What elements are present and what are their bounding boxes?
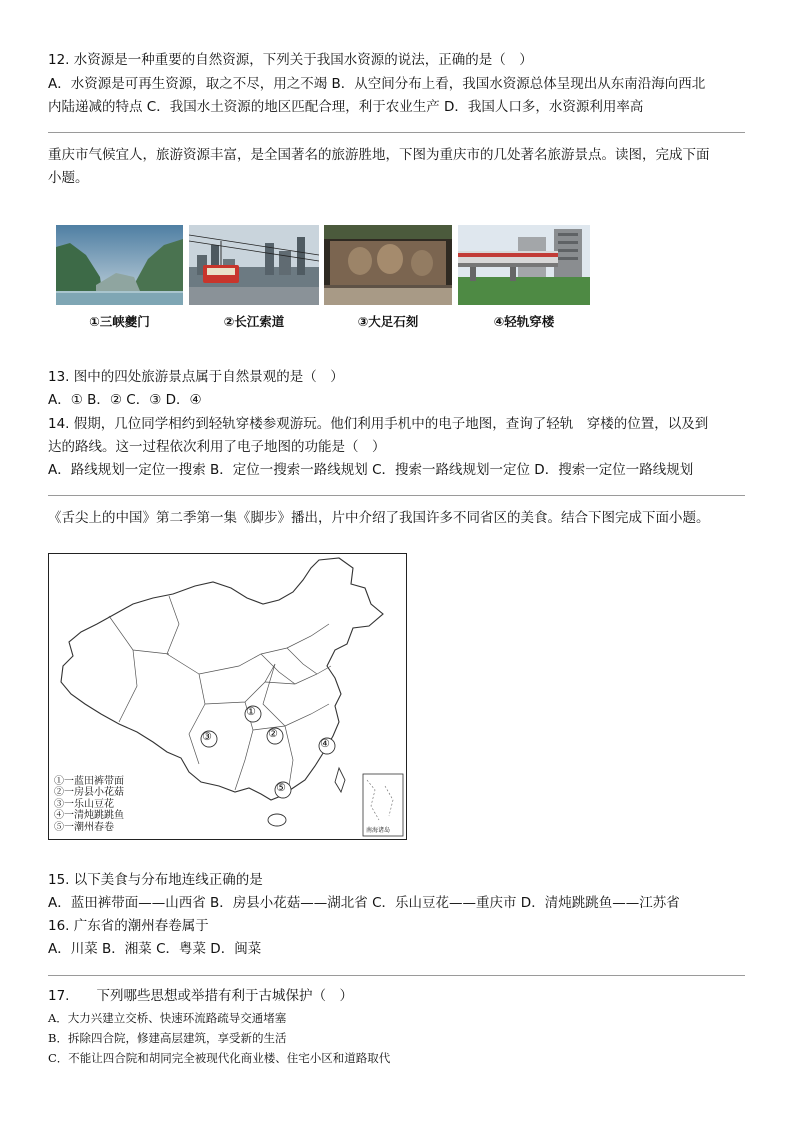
light-rail-photo [458,225,590,305]
map-marker-4: ④ [320,737,330,750]
caption-cableway: ②长江索道 [223,314,285,329]
legend-item: ⑤一潮州春卷 [54,821,114,833]
q14-stem-line2: 达的路线。这一过程依次利用了电子地图的功能是（ ） [48,439,386,455]
q16-options: A．川菜 B．湘菜 C．粤菜 D．闽菜 [48,941,262,957]
legend-item: ③一乐山豆花 [54,798,114,810]
section-divider [48,495,745,496]
caption-light-rail: ④轻轨穿楼 [493,314,555,329]
chongqing-intro-line2: 小题。 [48,170,89,186]
three-gorges-photo [56,225,183,305]
q13-stem: 13. 图中的四处旅游景点属于自然景观的是（ ） [48,369,344,385]
q17-stem: 17. 下列哪些思想或举措有利于古城保护（ ） [48,988,353,1004]
q12-options-line1: A．水资源是可再生资源，取之不尽，用之不竭 B．从空间分布上看，我国水资源总体呈现出从东南沿海向西北 [48,76,706,92]
legend-item: ②一房县小花菇 [54,787,124,798]
map-marker-1: ① [246,705,256,718]
q17-option-b: B．拆除四合院，修建高层建筑，享受新的生活 [48,1031,287,1045]
q17-option-a: A．大力兴建立交桥、快速环流路疏导交通堵塞 [48,1011,287,1025]
q16-stem: 16. 广东省的潮州春卷属于 [48,918,209,934]
section-divider [48,132,745,133]
map-marker-2: ② [268,727,278,740]
food-intro: 《舌尖上的中国》第二季第一集《脚步》播出，片中介绍了我国许多不同省区的美食。结合下图完成下面小题。 [48,510,710,526]
china-food-map [48,553,407,840]
legend-item: ④一清炖跳跳鱼 [54,810,124,821]
map-marker-5: ⑤ [276,781,286,794]
caption-three-gorges: ①三峡夔门 [89,314,150,329]
q17-option-c: C．不能让四合院和胡同完全被现代化商业楼、住宅小区和道路取代 [48,1051,391,1065]
china-outline [61,558,383,800]
section-divider [48,975,745,976]
q13-options: A．① B．② C．③ D．④ [48,392,202,408]
q12-stem: 12. 水资源是一种重要的自然资源，下列关于我国水资源的说法，正确的是（ ） [48,52,533,68]
map-legend [54,776,124,834]
dazu-carvings-photo [324,225,452,305]
q14-stem-line1: 14. 假期，几位同学相约到轻轨穿楼参观游玩。他们利用手机中的电子地图，查询了轻轨 穿楼的位置，以及到 [48,416,709,432]
chongqing-intro-line1: 重庆市气候宜人，旅游资源丰富，是全国著名的旅游胜地，下图为重庆市的几处著名旅游景点。读图，完成下面 [48,147,710,163]
q14-options: A．路线规划一定位一搜索 B．定位一搜索一路线规划 C．搜索一路线规划一定位 D．搜索一定位一路线规划 [48,462,694,478]
inset-label: 南海诸岛 [366,827,391,834]
q15-options: A．蓝田裤带面——山西省 B．房县小花菇——湖北省 C．乐山豆花——重庆市 D．清炖跳跳鱼——江苏省 [48,895,680,911]
q15-stem: 15. 以下美食与分布地连线正确的是 [48,872,263,888]
legend-item: ①一蓝田裤带面 [54,775,124,787]
map-marker-3: ③ [202,730,212,743]
caption-dazu: ③大足石刻 [357,314,419,329]
q12-options-line2: 内陆递减的特点 C．我国水土资源的地区匹配合理，利于农业生产 D．我国人口多，水资源利用率高 [48,99,644,115]
yangtze-cableway-photo [189,225,319,305]
